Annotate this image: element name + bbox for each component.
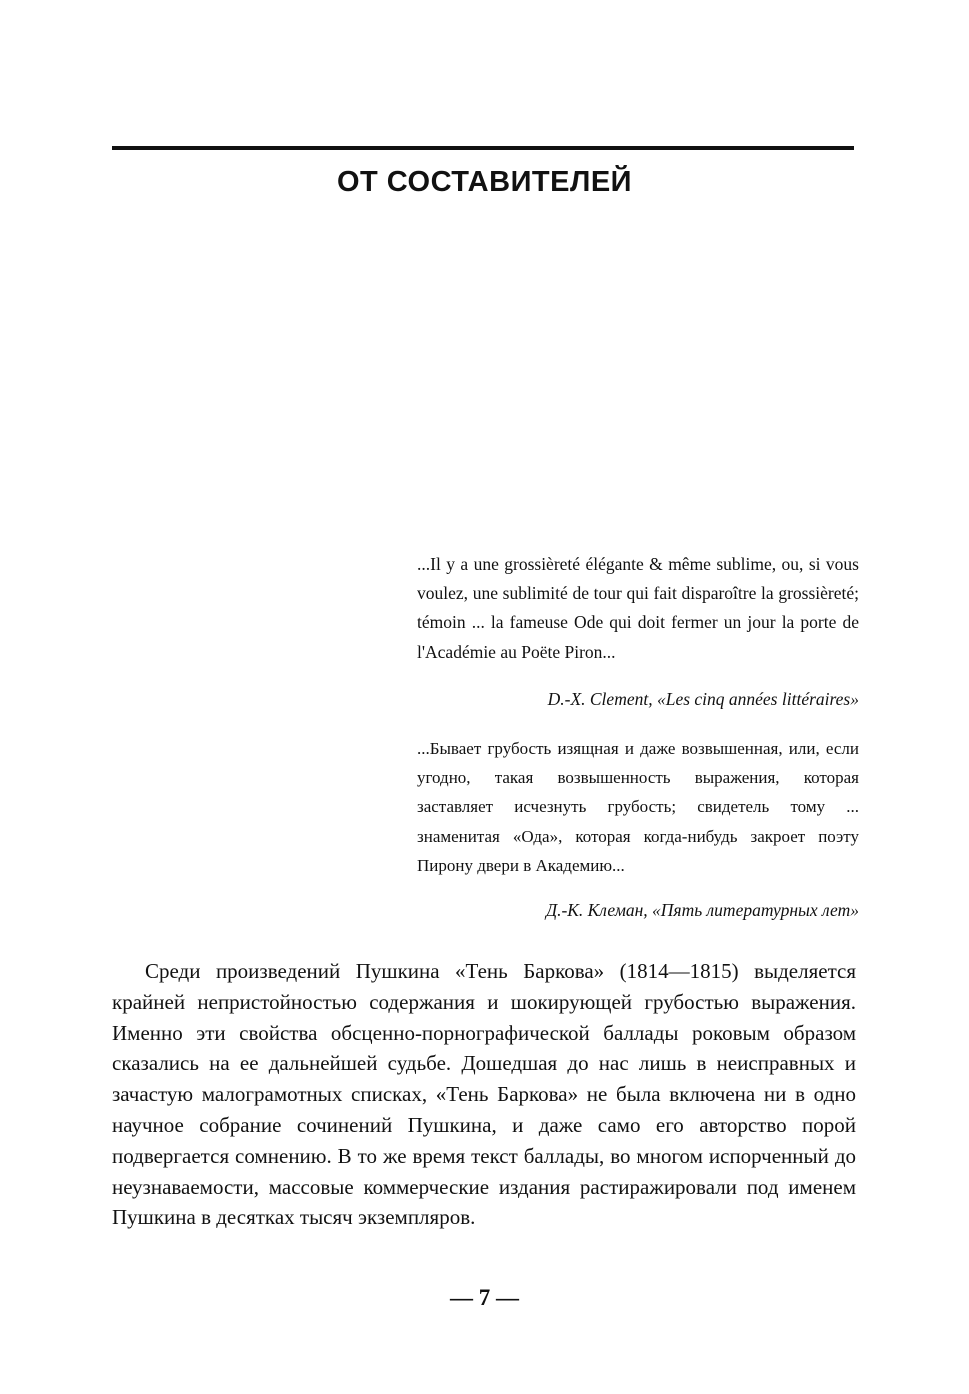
page-number: — 7 — [450, 1285, 519, 1310]
epigraph-russian-attribution: Д.-К. Клеман, «Пять литературных лет» [545, 900, 859, 920]
header-rule [112, 146, 854, 150]
epigraph-french-attribution: D.-X. Clement, «Les cinq années littéraires» [547, 689, 859, 709]
epigraph-french: ...Il y a une grossièreté élégante & même sublime, ou, si vous voulez, une sublimité de tour qui fait disparoître la grossièreté; témoin ... la fameuse Ode qui doit fermer un jour la porte de l'Académie au Poëte Piron... [417, 554, 859, 662]
epigraph-russian: ...Бывает грубость изящная и даже возвышенная, или, если угодно, такая возвышенность выражения, которая заставляет исчезнуть грубость; свидетель тому ... знаменитая «Ода», которая когда-нибудь закроет поэту Пирону двери в Академию... [417, 739, 859, 875]
page-title: ОТ СОСТАВИТЕЛЕЙ [336, 166, 633, 198]
body-paragraph: Среди произведений Пушкина «Тень Баркова» (1814—1815) выделяется крайней непристойностью содержания и шокирующей грубостью выражения. Именно эти свойства обсценно-порнографической баллады роковым образом сказались на ее дальнейшей судьбе. Дошедшая до нас лишь в неисправных и зачастую малограмотных списках, «Тень Баркова» не была включена ни в одно научное собрание сочинений Пушкина, и даже само его авторство порой подвергается сомнению. В то же время текст баллады, во многом испорченный до неузнаваемости, массовые коммерческие издания растиражировали под именем Пушкина в десятках тысяч экземпляров. [112, 959, 856, 1230]
